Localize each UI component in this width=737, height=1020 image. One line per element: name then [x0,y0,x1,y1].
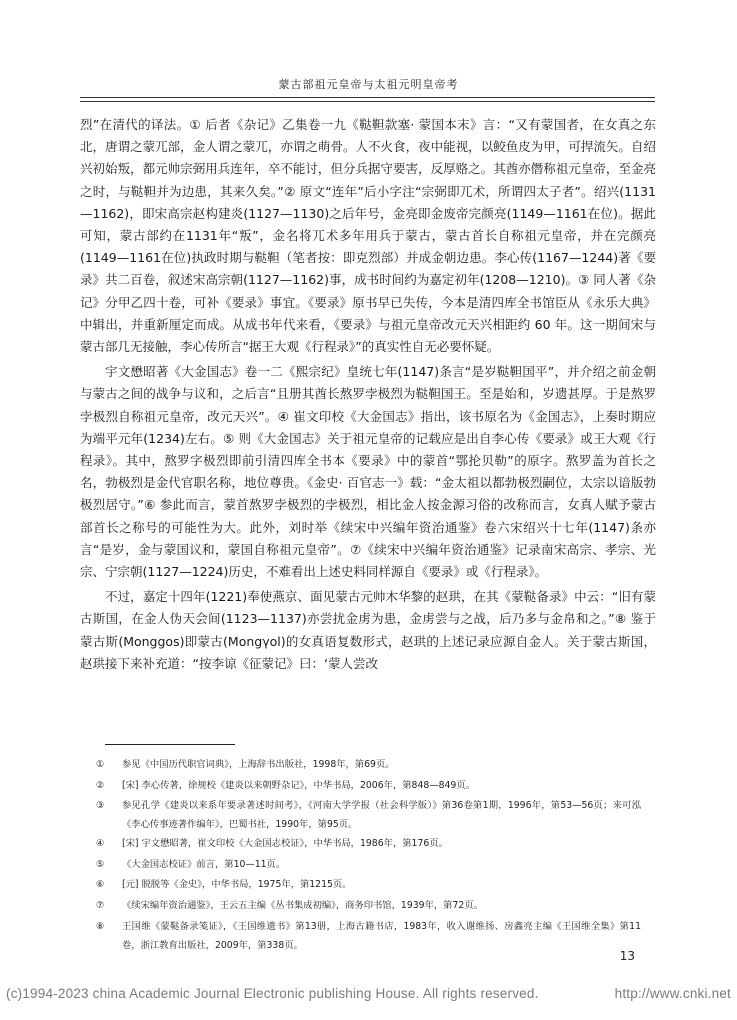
footnote-mark: ④ [96,838,105,850]
body-paragraph: 宇文懋昭著《大金国志》卷一二《熙宗纪》皇统七年(1147)条言“是岁鞑靼国平”，并介绍之前金朝与蒙古之间的战争与议和，之后言“且册其酋长熬罗孛极烈为鞑靼国王。至是始和，岁遗甚厚。于是熬罗孛极烈自称祖元皇帝，改元天兴”。④ 崔文印校《大金国志》指出，该书原名为《金国志》，上奏时期应为端平元年(1234)左右。⑤ 则《大金国志》关于祖元皇帝的记载应是出自李心传《要录》或王大观《行程录》。其中，熬罗字极烈即前引清四库全书本《要录》中的蒙首“鄂抡贝勒”的原字。熬罗盖为首长之名，勃极烈是金代官职名称，地位尊贵。《金史· 百官志一》载：“金太祖以都勃极烈嗣位，太宗以谙版勃极烈居守。”⑥ 参此而言，蒙首熬罗孛极烈的孛极烈，相比金人按金源习俗的改称而言，女真人赋予蒙古部首长之称号的可能性为大。此外，刘时举《续宋中兴编年资治通鉴》卷六宋绍兴十七年(1147)条亦言“是岁，金与蒙国议和，蒙国自称祖元皇帝”。⑦《续宋中兴编年资治通鉴》记录南宋高宗、孝宗、光宗、宁宗朝(1127—1224)历史，不难看出上述史料同样源自《要录》或《行程录》。 [80,364,656,580]
footnote-text: [宋] 宇文懋昭著，崔文印校《大金国志校证》，中华书局，1986年，第176页。 [122,838,448,850]
footnote [96,855,641,876]
footnote-text: 王国维《蒙鞑备录笺证》，《王国维遗书》第13册，上海古籍书店，1983年，收入谢维扬、房鑫亮主编《王国维全集》第11卷，浙江教育出版社，2009年，第338页。 [122,920,641,951]
article-body [80,114,656,678]
copyright-notice: (c)1994-2023 china Academic Journal Electronic publishing House. All rights reserved. [6,986,539,1001]
footnote-mark: ⑧ [96,920,105,932]
footnote-mark: ① [96,759,105,770]
copyright-url[interactable]: http://www.cnki.net [614,986,731,1001]
footnote [96,755,641,776]
copyright-line [6,986,731,1001]
footnote-mark: ② [96,779,105,791]
footnote [96,796,641,834]
footnote-mark: ⑥ [96,879,105,891]
footnote-text: 参见孔学《建炎以来系年要录著述时间考》，《河南大学学报（社会科学版）》第36卷第1期，1996年，第53—56页；来可泓《李心传事迹著作编年》，巴蜀书社，1990年，第95页。 [122,800,641,831]
header-rule-top [80,97,655,98]
footnote-mark: ③ [96,800,105,812]
running-header: 蒙古部祖元皇帝与太祖元明皇帝考 [278,78,459,91]
footnote-text: 《续宋编年资治通鉴》，王云五主编《丛书集成初编》，商务印书馆，1939年，第72页。 [122,899,483,911]
footnote [96,896,641,917]
footnote [96,875,641,896]
footnote [96,917,641,955]
footnote-text: 《大金国志校证》前言，第10—11页。 [122,858,286,870]
body-paragraph: 不过，嘉定十四年(1221)奉使燕京、面见蒙古元帅木华黎的赵珙，在其《蒙鞑备录》中云：“旧有蒙古斯国，在金人伪天会间(1123—1137)亦尝扰金虏为患，金虏尝与之战，后乃多与金帛和之。”⑧ 鉴于蒙古斯(Monggos)即蒙古(Mongγol)的女真语复数形式，赵珙的上述记录应源自金人。关于蒙古斯国，赵珙接下来补充道：“按李谅《征蒙记》曰：‘蒙人尝改 [80,589,656,671]
footnote-text: [元] 脱脱等《金史》，中华书局，1975年，第1215页。 [122,879,352,891]
header-rule-bottom [80,101,655,102]
footnote [96,834,641,855]
footnote-text: 参见《中国历代职官词典》，上海辞书出版社，1998年，第69页。 [122,759,395,770]
footnote-separator [105,744,235,745]
footnote-mark: ⑤ [96,858,105,870]
footnotes [96,755,641,955]
body-paragraph: 烈”在清代的译法。① 后者《杂记》乙集卷一九《鞑靼款塞· 蒙国本末》言：“又有蒙国者，在女真之东北，唐谓之蒙兀部，金人谓之蒙兀，亦谓之萌骨。人不火食，夜中能视，以鲛鱼皮为甲，可捍流矢。自绍兴初始叛，都元帅宗弼用兵连年，卒不能讨，但分兵据守要害，反厚赂之。其酋亦僭称祖元皇帝，至金亮之时，与鞑靼并为边患，其来久矣。”② 原文“连年”后小字注“宗弼即兀术，所谓四太子者”。绍兴(1131—1162)，即宋高宗赵构建炎(1127—1130)之后年号，金亮即金废帝完颜亮(1149—1161在位)。据此可知，蒙古部约在1131年“叛”，金名将兀术多年用兵于蒙古，蒙古首长自称祖元皇帝，并在完颜亮(1149—1161在位)执政时期与鞑靼（笔者按：即克烈部）并成金朝边患。李心传(1167—1244)著《要录》共二百卷，叙述宋高宗朝(1127—1162)事，成书时间约为嘉定初年(1208—1210)。③ 同人著《杂记》分甲乙四十卷，可补《要录》事宜。《要录》原书早已失传，今本是清四库全书馆臣从《永乐大典》中辑出，并重新厘定而成。从成书年代来看，《要录》与祖元皇帝改元天兴相距约 60 年。这一期间宋与蒙古部几无接触，李心传所言“据王大观《行程录》”的真实性自无必要怀疑。 [80,117,656,355]
footnote-mark: ⑦ [96,899,105,911]
footnote-text: [宋] 李心传著，徐规校《建炎以来朝野杂记》，中华书局，2006年，第848—849页。 [122,779,475,791]
page-number: 13 [619,949,635,963]
footnote [96,776,641,797]
